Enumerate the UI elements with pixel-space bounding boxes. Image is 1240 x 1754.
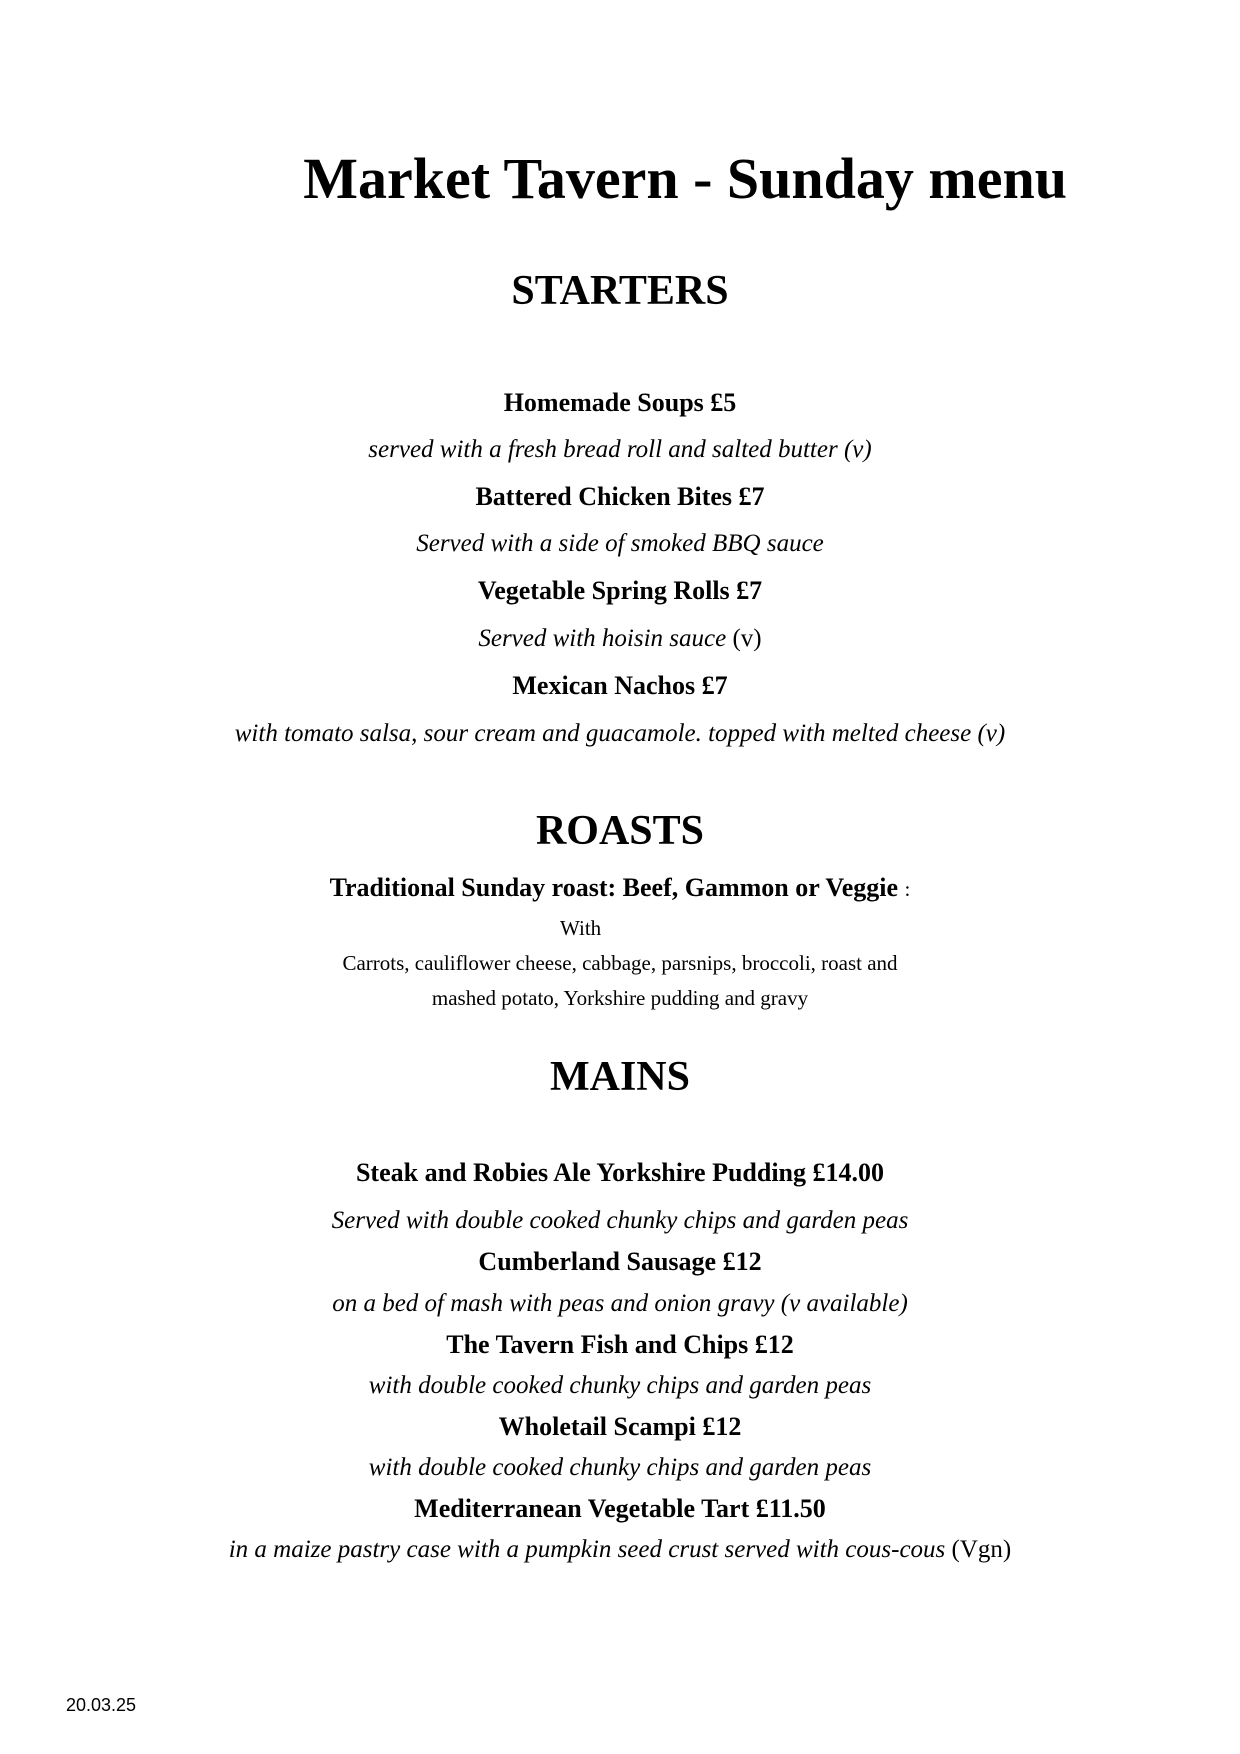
main-item-desc: with double cooked chunky chips and garden peas [368,1372,872,1399]
starter-item-desc: Served with hoisin sauce [478,625,727,652]
roast-with-label: With [560,916,602,940]
roast-item-row [0,875,1240,901]
starters-heading: STARTERS [511,268,729,314]
starter-item-desc: with tomato salsa, sour cream and guacamole. topped with melted cheese (v) [234,720,1006,747]
starter-item-note: (v) [732,625,762,652]
menu-date: 20.03.25 [66,1695,137,1715]
roast-item-name: Traditional Sunday roast: Beef, Gammon or Veggie [329,873,899,902]
main-item-name: Mediterranean Vegetable Tart £11.50 [414,1494,826,1523]
main-item-note: (Vgn) [951,1536,1012,1563]
main-item-name: The Tavern Fish and Chips £12 [446,1330,794,1359]
mains-heading: MAINS [549,1054,690,1100]
page-title [0,146,1240,211]
main-item-name: Steak and Robies Ale Yorkshire Pudding £14.00 [355,1158,885,1187]
starter-item-name: Homemade Soups £5 [503,388,737,417]
roast-sides-line: mashed potato, Yorkshire pudding and gravy [431,986,809,1010]
page-title-text: Market Tavern - Sunday menu [303,146,1067,211]
main-item-desc: in a maize pastry case with a pumpkin seed crust served with cous-cous [228,1536,946,1563]
starter-item-desc: served with a fresh bread roll and salted butter (v) [368,436,872,463]
starter-item-desc: Served with a side of smoked BBQ sauce [416,530,824,557]
starter-item-name: Battered Chicken Bites £7 [475,482,765,511]
starter-item-name: Vegetable Spring Rolls £7 [477,576,763,605]
main-item-name: Wholetail Scampi £12 [498,1412,742,1441]
main-item-name: Cumberland Sausage £12 [478,1247,762,1276]
main-item-desc-row [0,1537,1240,1562]
starter-item-name: Mexican Nachos £7 [512,671,728,700]
main-item-desc: on a bed of mash with peas and onion gravy (v available) [332,1290,908,1317]
roast-sides-line: Carrots, cauliflower cheese, cabbage, parsnips, broccoli, roast and [342,951,898,975]
roast-item-suffix: : [904,877,911,901]
roasts-heading: ROASTS [535,808,705,854]
starter-item-desc-row [0,626,1240,651]
main-item-desc: with double cooked chunky chips and garden peas [368,1454,872,1481]
main-item-desc: Served with double cooked chunky chips and garden peas [331,1207,909,1234]
